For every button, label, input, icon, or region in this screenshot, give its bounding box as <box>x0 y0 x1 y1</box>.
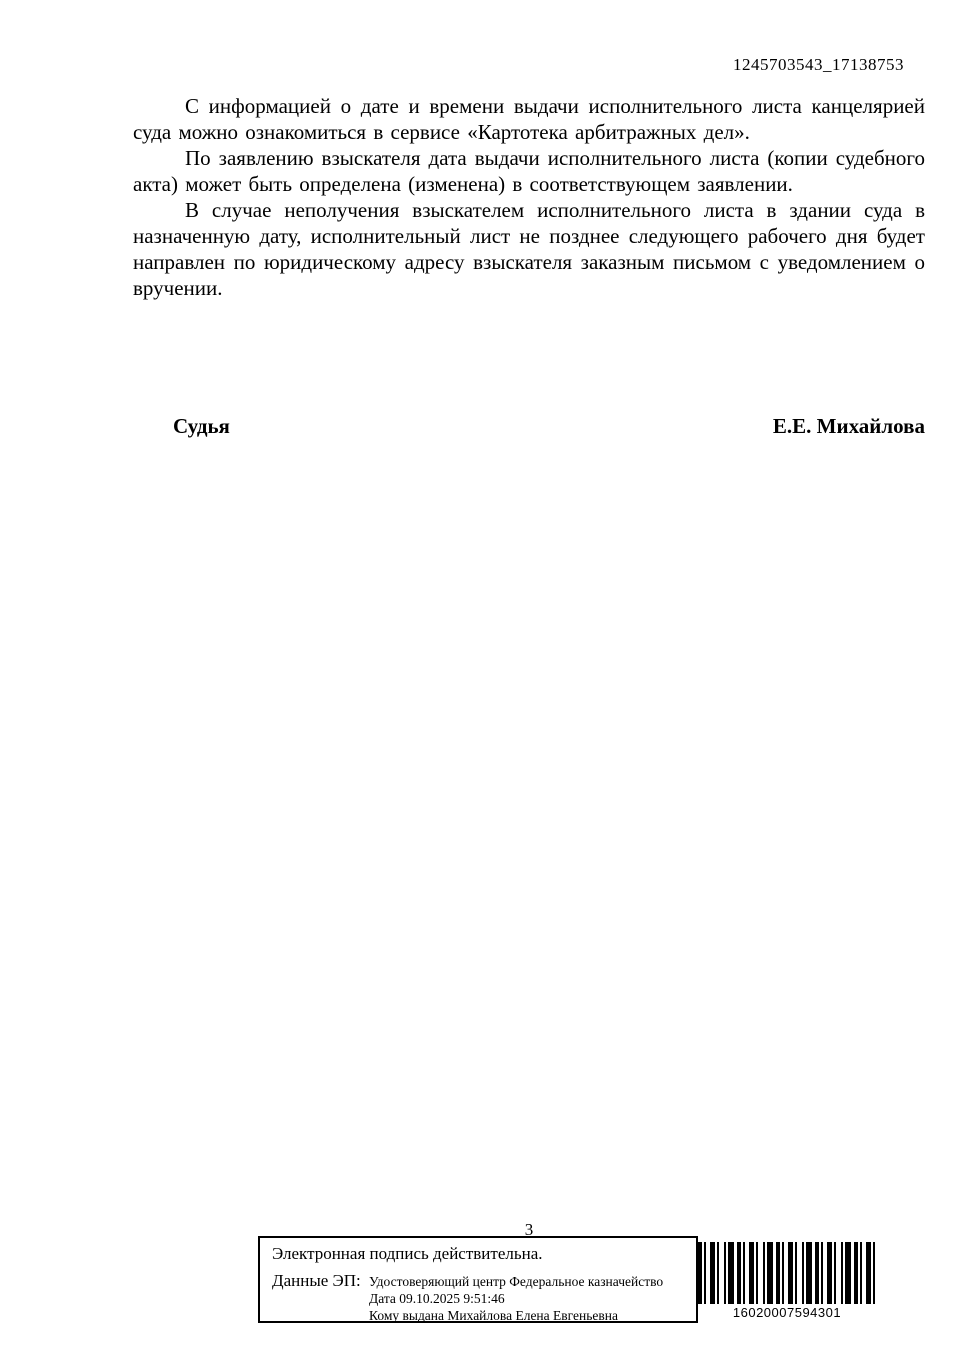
electronic-signature-stamp <box>258 1236 698 1323</box>
paragraph-claimant-application: По заявлению взыскателя дата выдачи исполнительного листа (копии судебного акта) может быть определена (изменена) в соответствующем заявлении. <box>133 146 925 196</box>
stamp-data-row <box>272 1271 696 1324</box>
stamp-detail-date: Дата 09.10.2025 9:51:46 <box>369 1291 505 1306</box>
signature-row <box>133 414 925 439</box>
stamp-validity-text: Электронная подпись действительна. <box>272 1244 543 1263</box>
stamp-detail-issued-to: Кому выдана Михайлова Елена Евгеньевна <box>369 1308 618 1323</box>
barcode-bars-icon <box>698 1242 876 1304</box>
stamp-details <box>369 1271 663 1324</box>
stamp-data-label: Данные ЭП: <box>272 1271 361 1290</box>
paragraph-non-receipt: В случае неполучения взыскателем исполнительного листа в здании суда в назначенную дату, исполнительный лист не позднее следующего рабочего дня будет направлен по юридическому адресу взыскателя заказным письмом с уведомлением о вручении. <box>133 198 925 300</box>
barcode <box>698 1242 876 1320</box>
body-text <box>133 93 925 301</box>
signature-role-label: Судья <box>173 414 230 438</box>
paragraph-issue-info: С информацией о дате и времени выдачи исполнительного листа канцелярией суда можно ознакомиться в сервисе «Картотека арбитражных дел». <box>133 94 925 144</box>
judge-name: Е.Е. Михайлова <box>772 414 925 438</box>
stamp-detail-certifying-center: Удостоверяющий центр Федеральное казначейство <box>369 1274 664 1289</box>
document-id-number: 1245703543_17138753 <box>733 55 904 74</box>
page-number: 3 <box>524 1220 534 1239</box>
barcode-number: 16020007594301 <box>732 1305 842 1320</box>
